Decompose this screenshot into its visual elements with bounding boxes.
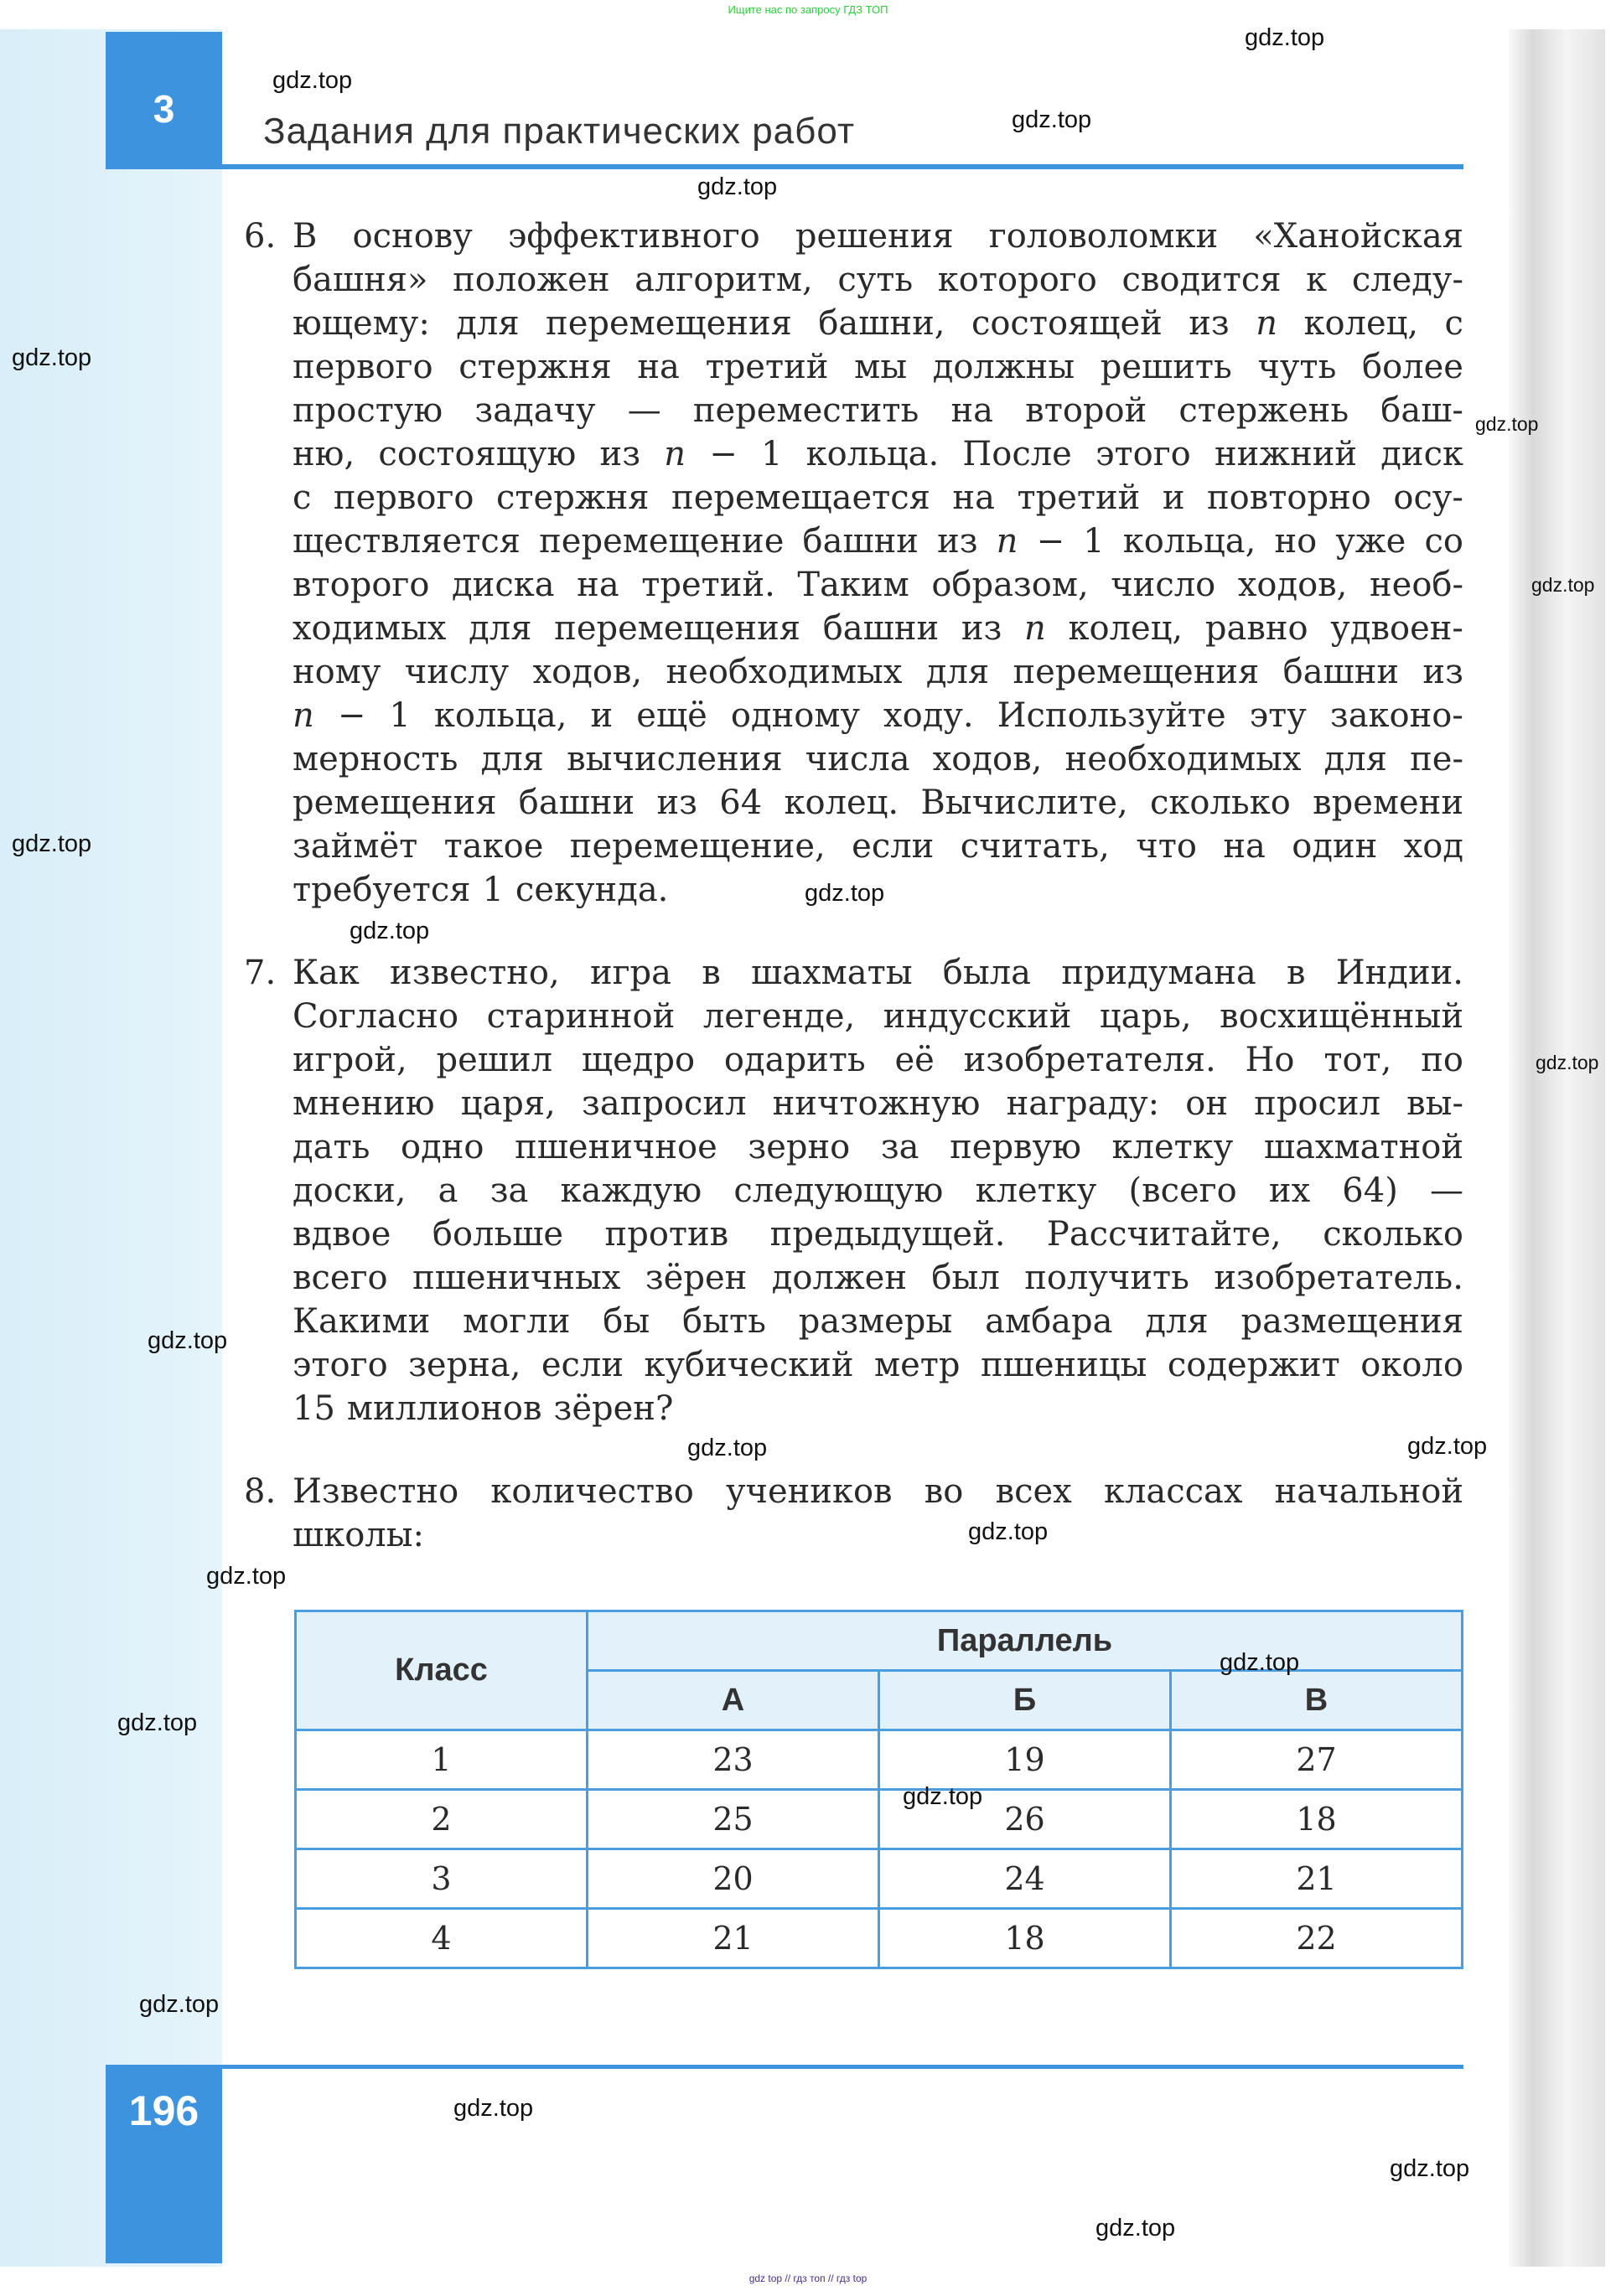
watermark: gdz.top	[272, 67, 353, 94]
watermark: gdz.top	[1407, 1433, 1488, 1460]
task-7	[244, 951, 1463, 1430]
task-line: второго диска на третий. Таким образом, число ходов, необ-	[293, 566, 1463, 604]
parallel-header: Параллель	[588, 1611, 1463, 1671]
search-banner: Ищите нас по запросу ГДЗ ТОП	[728, 3, 888, 16]
watermark: gdz.top	[697, 173, 778, 200]
table-row	[296, 1849, 1463, 1909]
watermark: gdz.top	[206, 1563, 287, 1590]
watermark: gdz.top	[453, 2095, 534, 2122]
watermark: gdz.top	[968, 1518, 1049, 1545]
task-line: вдвое больше против предыдущей. Рассчитайте, сколько	[293, 1215, 1463, 1254]
table-cell: 25	[588, 1790, 879, 1849]
table-cell: 22	[1171, 1909, 1463, 1968]
task-line: доски, а за каждую следующую клетку (всего их 64) —	[293, 1171, 1463, 1210]
task-8	[244, 1470, 1463, 1557]
column-header: А	[588, 1671, 879, 1730]
header-divider	[106, 164, 1463, 169]
task-line: мнению царя, запросил ничтожную награду: он просил вы-	[293, 1084, 1463, 1123]
footer-divider	[222, 2065, 1463, 2069]
watermark: gdz.top	[1095, 2215, 1176, 2242]
task-line: всего пшеничных зёрен должен был получить изобретатель.	[293, 1259, 1463, 1297]
table-cell: 21	[588, 1909, 879, 1968]
task-line: с первого стержня перемещается на третий и повторно осу-	[293, 478, 1463, 517]
task-line: дать одно пшеничное зерно за первую клетку шахматной	[293, 1128, 1463, 1166]
bottom-caption: gdz top // гдз топ // гдз top	[748, 2273, 868, 2284]
page-number: 196	[128, 2087, 199, 2134]
task-line: ремещения башни из 64 колец. Вычислите, сколько времени	[293, 783, 1463, 822]
watermark: gdz.top	[117, 1709, 198, 1736]
watermark: gdz.top	[148, 1327, 228, 1354]
table-cell: 20	[588, 1849, 879, 1909]
task-line: ню, состоящую из n − 1 кольца. После этого нижний диск	[293, 435, 1463, 473]
table-row	[296, 1730, 1463, 1790]
task-line: ществляется перемещение башни из n − 1 кольца, но уже со	[293, 522, 1463, 561]
watermark: gdz.top	[1220, 1649, 1300, 1676]
table-cell: 23	[588, 1730, 879, 1790]
table-cell: 4	[296, 1909, 588, 1968]
task-line: В основу эффективного решения головоломки «Ханойская	[293, 217, 1463, 256]
task-line: игрой, решил щедро одарить её изобретателя. Но тот, по	[293, 1041, 1463, 1079]
task-line: ходимых для перемещения башни из n колец, равно удвоен-	[293, 609, 1463, 648]
watermark: gdz.top	[805, 880, 885, 907]
table-cell: 21	[1171, 1849, 1463, 1909]
task-number: 7.	[244, 954, 277, 992]
table-cell: 24	[879, 1849, 1171, 1909]
task-6	[244, 215, 1463, 912]
table-cell: 2	[296, 1790, 588, 1849]
task-line: первого стержня на третий мы должны решить чуть более	[293, 348, 1463, 386]
watermark: gdz.top	[139, 1991, 220, 2018]
chapter-title: Задания для практических работ	[263, 111, 856, 152]
task-line: простую задачу — переместить на второй стержень баш-	[293, 391, 1463, 430]
task-line: 15 миллионов зёрен?	[293, 1389, 674, 1428]
task-line: займёт такое перемещение, если считать, что на один ход	[293, 827, 1463, 866]
task-line: мерность для вычисления числа ходов, необходимых для пе-	[293, 740, 1463, 778]
table-cell: 27	[1171, 1730, 1463, 1790]
watermark: gdz.top	[350, 918, 430, 944]
task-line: Известно количество учеников во всех классах начальной	[293, 1472, 1463, 1511]
chapter-number: 3	[106, 32, 222, 166]
table-cell: 26	[879, 1790, 1171, 1849]
table-row	[296, 1790, 1463, 1849]
task-line: школы:	[293, 1516, 424, 1554]
table-cell: 18	[1171, 1790, 1463, 1849]
watermark: gdz.top	[1245, 24, 1325, 51]
page-spine-shadow	[1509, 29, 1605, 2267]
class-header: Класс	[296, 1611, 588, 1730]
task-line: Согласно старинной легенде, индусский царь, восхищённый	[293, 997, 1463, 1036]
watermark: gdz.top	[1475, 413, 1539, 435]
table-cell: 18	[879, 1909, 1171, 1968]
watermark: gdz.top	[1012, 106, 1092, 133]
watermark: gdz.top	[1536, 1052, 1599, 1073]
task-line: ному числу ходов, необходимых для перемещения башни из	[293, 653, 1463, 691]
task-line: этого зерна, если кубический метр пшеницы содержит около	[293, 1346, 1463, 1384]
task-line: ющему: для перемещения башни, состоящей из n колец, с	[293, 304, 1463, 343]
task-line: башня» положен алгоритм, суть которого сводится к следу-	[293, 261, 1463, 299]
task-line: требуется 1 секунда.	[293, 871, 669, 909]
task-line: Как известно, игра в шахматы была придумана в Индии.	[293, 954, 1463, 992]
task-line: Какими могли бы быть размеры амбара для размещения	[293, 1302, 1463, 1341]
watermark: gdz.top	[12, 344, 92, 371]
column-header: В	[1171, 1671, 1463, 1730]
watermark: gdz.top	[903, 1783, 983, 1810]
task-number: 6.	[244, 217, 277, 256]
table-cell: 3	[296, 1849, 588, 1909]
watermark: gdz.top	[1531, 574, 1595, 596]
table-cell: 19	[879, 1730, 1171, 1790]
watermark: gdz.top	[12, 830, 92, 857]
table-row	[296, 1909, 1463, 1968]
table-cell: 1	[296, 1730, 588, 1790]
task-number: 8.	[244, 1472, 277, 1511]
watermark: gdz.top	[1390, 2155, 1470, 2182]
watermark: gdz.top	[687, 1435, 768, 1461]
task-line: n − 1 кольца, и ещё одному ходу. Используйте эту законо-	[293, 696, 1463, 735]
column-header: Б	[879, 1671, 1171, 1730]
